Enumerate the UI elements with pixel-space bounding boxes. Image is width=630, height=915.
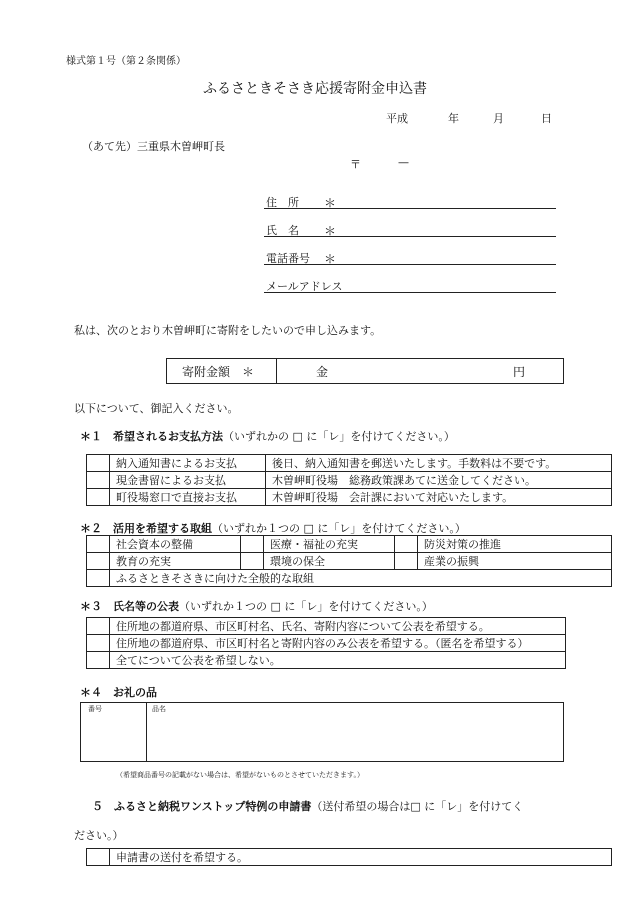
- usage-education: 教育の充実: [110, 553, 241, 570]
- usage-checkbox-infrastructure[interactable]: [87, 536, 110, 553]
- table-row: [87, 536, 612, 553]
- payment-checkbox-3[interactable]: [87, 489, 110, 506]
- table-row: [87, 570, 612, 587]
- table-row: [87, 455, 612, 472]
- address-field[interactable]: [264, 208, 556, 209]
- disclosure-table: [86, 617, 566, 669]
- postal-dash: —: [398, 156, 409, 169]
- phone-field[interactable]: [264, 264, 556, 265]
- section3-title: 氏名等の公表: [113, 600, 179, 613]
- usage-table: [86, 535, 612, 587]
- usage-checkbox-general[interactable]: [87, 570, 110, 587]
- onestop-checkbox[interactable]: [87, 849, 110, 866]
- phone-required-mark: ＊: [324, 252, 337, 266]
- donation-divider: [276, 358, 277, 384]
- section5-note-line1: （送付希望の場合は□ に「レ」を付けてく: [311, 800, 524, 813]
- donation-amount-input[interactable]: [336, 360, 506, 382]
- payment-checkbox-2[interactable]: [87, 472, 110, 489]
- usage-general: ふるさときそさきに向けた全般的な取組: [110, 570, 612, 587]
- postal-mark: 〒: [350, 158, 361, 171]
- usage-checkbox-education[interactable]: [87, 553, 110, 570]
- usage-medical: 医療・福祉の充実: [264, 536, 395, 553]
- usage-infrastructure: 社会資本の整備: [110, 536, 241, 553]
- section3-number: ＊３: [80, 600, 102, 613]
- payment-detail-1: 後日、納入通知書を郵送いたします。手数料は不要です。: [265, 455, 611, 472]
- gift-name-header: 品名: [152, 705, 166, 713]
- name-field[interactable]: [264, 236, 556, 237]
- email-field[interactable]: [264, 292, 556, 293]
- section5-number: ５: [92, 800, 103, 813]
- table-row: [87, 618, 566, 635]
- gift-box-divider: [146, 702, 147, 762]
- table-row: [87, 652, 566, 669]
- section3-note: （いずれか１つの □ に「レ」を付けてください。）: [179, 600, 433, 613]
- name-required-mark: ＊: [324, 224, 337, 238]
- onestop-table: [86, 848, 612, 866]
- table-row: [87, 472, 612, 489]
- disclosure-option-3: 全てについて公表を希望しない。: [110, 652, 566, 669]
- usage-checkbox-environment[interactable]: [241, 553, 264, 570]
- email-label: メールアドレス: [266, 280, 343, 293]
- section2-title: 活用を希望する取組: [113, 522, 212, 535]
- section4-number: ＊４: [80, 686, 102, 699]
- section1-title: 希望されるお支払方法: [113, 430, 223, 443]
- payment-method-1: 納入通知書によるお支払: [110, 455, 266, 472]
- section1-heading: [80, 428, 455, 444]
- section5-note-line2: ださい。）: [74, 829, 124, 842]
- table-row: [87, 553, 612, 570]
- gift-number-input[interactable]: [82, 714, 144, 760]
- date-year: 年: [448, 112, 459, 125]
- disclosure-checkbox-1[interactable]: [87, 618, 110, 635]
- usage-disaster: 防災対策の推進: [418, 536, 612, 553]
- usage-checkbox-disaster[interactable]: [395, 536, 418, 553]
- gift-name-input[interactable]: [148, 714, 562, 760]
- gift-number-header: 番号: [88, 705, 102, 713]
- usage-industry: 産業の振興: [418, 553, 612, 570]
- date-era: 平成: [386, 112, 408, 125]
- section1-note: （いずれかの □ に「レ」を付けてください。）: [223, 430, 455, 443]
- usage-environment: 環境の保全: [264, 553, 395, 570]
- section1-number: ＊１: [80, 430, 102, 443]
- section5-heading: [92, 798, 523, 814]
- intro-text: 私は、次のとおり木曽岬町に寄附をしたいので申し込みます。: [74, 324, 382, 337]
- donation-prefix: 金: [316, 365, 329, 379]
- payment-method-2: 現金書留によるお支払: [110, 472, 266, 489]
- phone-label: 電話番号: [266, 252, 310, 265]
- addressee: （あて先）三重県木曽岬町長: [82, 140, 225, 153]
- section2-number: ＊２: [80, 522, 102, 535]
- gift-footnote: （希望商品番号の記載がない場合は、希望がないものとさせていただきます。）: [116, 771, 364, 779]
- date-month: 月: [493, 112, 504, 125]
- usage-checkbox-industry[interactable]: [395, 553, 418, 570]
- donation-label: 寄附金額 ＊: [182, 365, 255, 379]
- disclosure-option-1: 住所地の都道府県、市区町村名、氏名、寄附内容について公表を希望する。: [110, 618, 566, 635]
- section2-heading: [80, 520, 466, 536]
- section4-heading: [80, 684, 157, 700]
- address-label: 住 所: [266, 196, 299, 209]
- table-row: [87, 849, 612, 866]
- usage-checkbox-medical[interactable]: [241, 536, 264, 553]
- section3-heading: [80, 598, 433, 614]
- address-required-mark: ＊: [324, 196, 337, 210]
- onestop-option: 申請書の送付を希望する。: [110, 849, 612, 866]
- table-row: [87, 635, 566, 652]
- date-day: 日: [541, 112, 552, 125]
- donation-unit: 円: [513, 365, 526, 379]
- payment-method-table: [86, 454, 612, 506]
- table-row: [87, 489, 612, 506]
- payment-detail-2: 木曽岬町役場 総務政策課あてに送金してください。: [265, 472, 611, 489]
- payment-detail-3: 木曽岬町役場 会計課において対応いたします。: [265, 489, 611, 506]
- disclosure-option-2: 住所地の都道府県、市区町村名と寄附内容のみ公表を希望する。（匿名を希望する）: [110, 635, 566, 652]
- section5-title: ふるさと納税ワンストップ特例の申請書: [114, 800, 312, 813]
- disclosure-checkbox-3[interactable]: [87, 652, 110, 669]
- form-number: 様式第１号（第２条関係）: [66, 56, 186, 67]
- section2-note: （いずれか１つの □ に「レ」を付けてください。）: [212, 522, 466, 535]
- disclosure-checkbox-2[interactable]: [87, 635, 110, 652]
- payment-checkbox-1[interactable]: [87, 455, 110, 472]
- instruction-text: 以下について、御記入ください。: [74, 402, 239, 415]
- page-title: ふるさときそさき応援寄附金申込書: [203, 81, 427, 97]
- payment-method-3: 町役場窓口で直接お支払: [110, 489, 266, 506]
- section4-title: お礼の品: [113, 686, 157, 699]
- name-label: 氏 名: [266, 224, 299, 237]
